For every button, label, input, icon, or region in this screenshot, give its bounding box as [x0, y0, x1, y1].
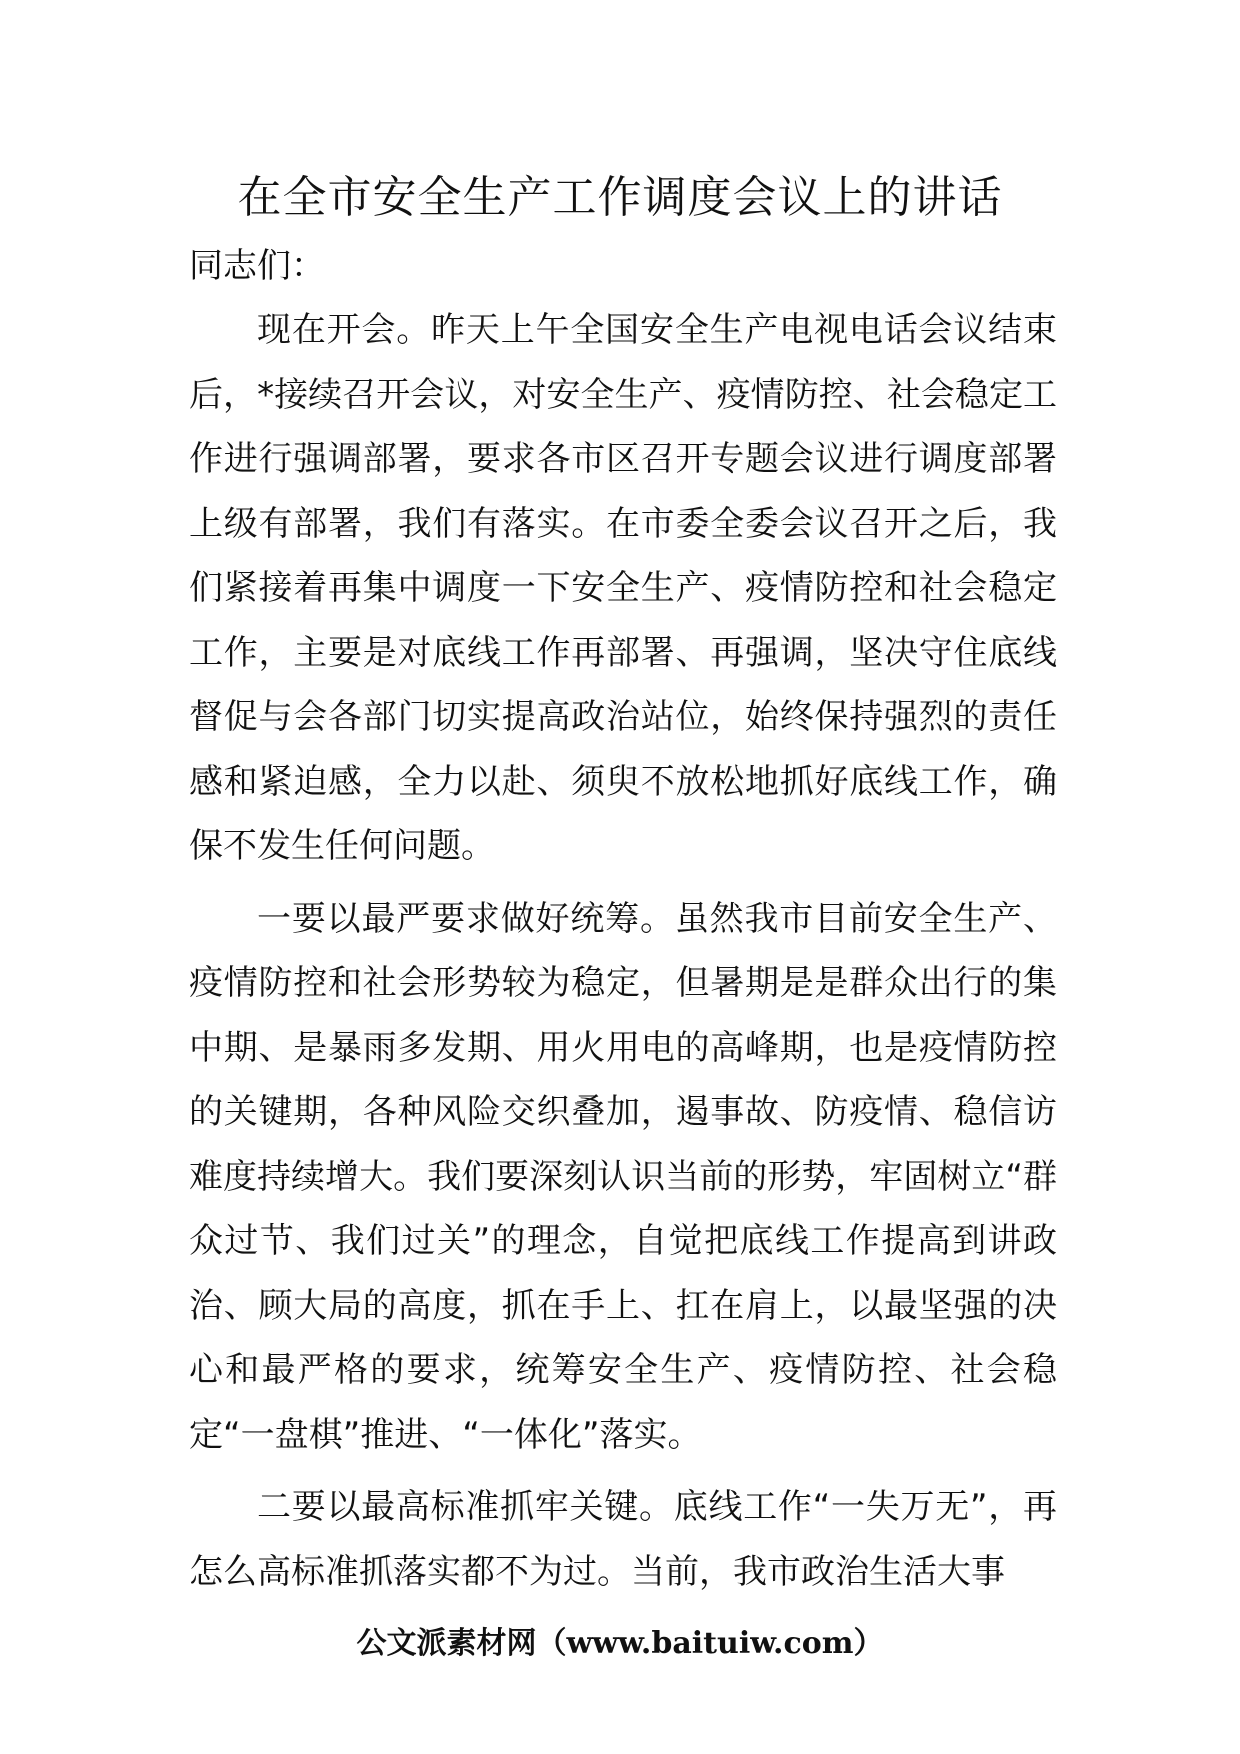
paragraph-point-one: 一要以最严要求做好统筹。虽然我市目前安全生产、疫情防控和社会形势较为稳定，但暑期是是群众出行的集中期、是暴雨多发期、用火用电的高峰期，也是疫情防控的关键期，各种风险交织叠加，遏事故、防疫情、稳信访难度持续增大。我们要深刻认识当前的形势，牢固树立“群众过节、我们过关”的理念，自觉把底线工作提高到讲政治、顾大局的高度，抓在手上、扛在肩上，以最坚强的决心和最严格的要求，统筹安全生产、疫情防控、社会稳定“一盘棋”推进、“一体化”落实。: [189, 898, 1057, 1455]
paragraph-opening: 现在开会。昨天上午全国安全生产电视电话会议结束后，*接续召开会议，对安全生产、疫情防控、社会稳定工作进行强调部署，要求各市区召开专题会议进行调度部署上级有部署，我们有落实。在市委全委会议召开之后，我们紧接着再集中调度一下安全生产、疫情防控和社会稳定工作，主要是对底线工作再部署、再强调，坚决守住底线督促与会各部门切实提高政治站位，始终保持强烈的责任感和紧迫感，全力以赴、须臾不放松地抓好底线工作，确保不发生任何问题。: [189, 310, 1057, 866]
paragraph-point-two: 二要以最高标准抓牢关键。底线工作“一失万无”，再怎么高标准抓落实都不为过。当前，我市政治生活大事: [189, 1487, 1057, 1592]
document-body: [189, 238, 1057, 1604]
greeting: 同志们：: [189, 246, 325, 286]
document-title: 在全市安全生产工作调度会议上的讲话: [237, 172, 1003, 223]
footer-watermark: 公文派素材网（www.baituiw.com）: [356, 1626, 884, 1661]
